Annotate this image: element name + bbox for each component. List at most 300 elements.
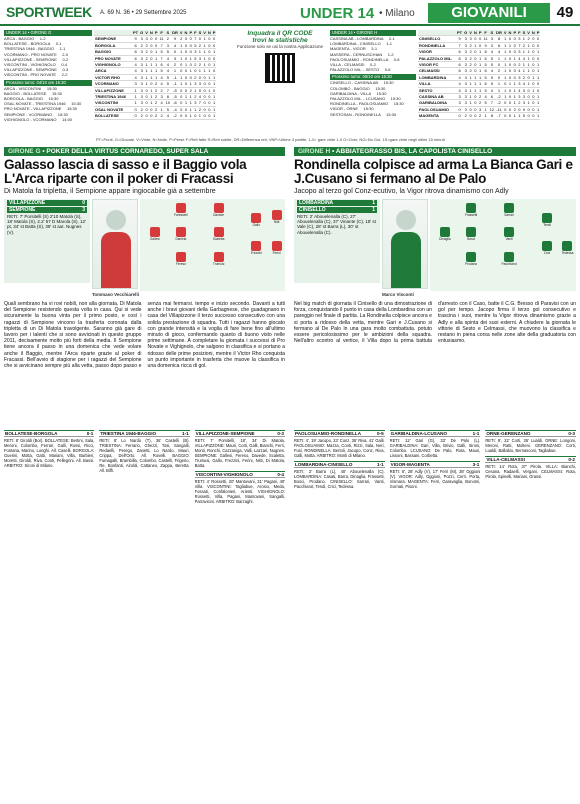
stat-cell: 3 xyxy=(464,106,467,112)
match-teams: GARIBALDINA-LCUSANO xyxy=(390,431,448,436)
stat-cell: 7 xyxy=(165,87,171,93)
stat-cell: 1 xyxy=(527,81,530,87)
table-row xyxy=(94,81,216,87)
stat-cell: 0 xyxy=(532,62,535,68)
match-score: 0-4 xyxy=(277,472,284,477)
stat-cell: 2 xyxy=(518,100,521,106)
match-score: 0-3 xyxy=(568,431,575,436)
match-report-header xyxy=(390,430,481,437)
match-score: 3-1 xyxy=(472,462,480,467)
stat-cell: 1 xyxy=(189,100,192,106)
stat-cell: 0 xyxy=(527,94,530,100)
stat-cell: 0 xyxy=(184,87,188,93)
stat-cell: 1 xyxy=(150,68,153,74)
stat-cell: 2 xyxy=(155,94,158,100)
stat-cell: -1 xyxy=(171,74,179,80)
stat-cell: 1 xyxy=(198,68,202,74)
stat-cell: 2 xyxy=(198,62,202,68)
match-report xyxy=(485,456,576,479)
girone-h-reports xyxy=(294,430,576,800)
stat-cell: 0 xyxy=(532,100,535,106)
stat-cell: 0 xyxy=(456,106,463,112)
stat-cell: 1 xyxy=(469,81,472,87)
match-teams: PAOLOSUAMIO-RONDINELLA xyxy=(295,431,362,436)
city-label: • Milano xyxy=(379,8,415,19)
table-header-cell: P xyxy=(212,30,216,35)
stat-cell: 2 xyxy=(140,42,143,48)
player-name: Pacchiarot xyxy=(501,261,517,266)
stat-cell: 4 xyxy=(522,55,526,61)
player-name: Dinaglia xyxy=(439,237,451,241)
stat-cell: 6 xyxy=(456,55,463,61)
stat-cell: 3 xyxy=(464,94,467,100)
stat-cell: 1 xyxy=(203,49,206,55)
shirt-icon xyxy=(251,241,261,251)
stat-cell: 3 xyxy=(160,94,163,100)
home-score-h: 1 xyxy=(372,200,375,206)
stat-cell: 2 xyxy=(171,62,179,68)
stat-cell: 3 xyxy=(198,55,202,61)
stat-cell: 0 xyxy=(203,74,206,80)
girone-h-band xyxy=(294,147,576,156)
team-name: SEMPIONE xyxy=(94,36,132,42)
stat-cell: 1 xyxy=(504,36,507,42)
stat-cell: 2 xyxy=(145,55,148,61)
stat-cell: 0 xyxy=(474,49,477,55)
stat-cell: 1 xyxy=(532,74,535,80)
match-report-text: RETI: 3' Barra (L), 40' Abouelenalla (C). LOMBARDINA: Casati, Barra, Dinaglia, Frassetti, Bosci, Prodano. CINISELLO: Sarrari, Vanti, Pacchiarot, Tendi, Crici, Tedessa. xyxy=(294,469,385,489)
stat-cell: 7 xyxy=(160,42,163,48)
stat-cell: 0 xyxy=(532,68,535,74)
lineup-player xyxy=(462,203,480,223)
stat-cell: 1 xyxy=(518,113,521,119)
stat-cell: 0 xyxy=(537,81,540,87)
player-name: Fereso xyxy=(175,261,186,266)
stat-cell: 0 xyxy=(150,81,153,87)
stat-cell: -2 xyxy=(171,113,179,119)
stat-cell: 0 xyxy=(213,42,216,48)
table-row xyxy=(418,94,540,100)
newspaper-logo: SPORTWEEK xyxy=(6,4,92,20)
stat-cell: 5 xyxy=(522,113,526,119)
stat-cell: 1 xyxy=(194,106,197,112)
stat-cell: 0 xyxy=(145,87,148,93)
qr-title: Inquadra il QR CODE xyxy=(247,30,313,37)
match-teams: BOLLATESE-BORGOLA xyxy=(5,431,58,436)
lineup-player xyxy=(146,227,164,247)
stat-cell: 0 xyxy=(213,87,216,93)
table-header-cell: V xyxy=(503,30,507,35)
qr-code-icon[interactable] xyxy=(265,53,295,83)
match-report-text: RETI: 7' Porsitelli, 18', 34' Di Matola. VILLAPIZZONE: Mauri, Corti, Galli, Bianchi, Ferri, Monti, Ronchi, Cazzaniga, Valli, Lazzari, Nugnes. SEMPIONE: Gallesi, Fereso, Davede, Scaletta, Trumusi, Gallo, Frezzini, Ferini, Nitti, Di Matola, Batta. xyxy=(194,438,285,468)
stat-cell: 0 xyxy=(184,81,188,87)
match-report xyxy=(390,461,481,489)
stat-cell: 1 xyxy=(537,74,540,80)
table-row xyxy=(94,87,216,93)
match-report-header xyxy=(485,456,576,463)
lineup-player xyxy=(558,241,576,261)
stat-cell: 1 xyxy=(495,81,503,87)
stat-cell: 3 xyxy=(194,81,197,87)
lineup-player xyxy=(210,227,228,247)
stat-cell: 5 xyxy=(160,49,163,55)
stat-cell: 1 xyxy=(513,55,516,61)
stat-cell: 1 xyxy=(180,42,183,48)
stat-cell: 4 xyxy=(456,74,463,80)
shirt-icon xyxy=(272,210,282,220)
table-header-cell: F xyxy=(194,30,197,35)
shirt-icon xyxy=(466,252,476,262)
scorers: RETI: 7' Porsitelli (S) 2'10 Matola (S), 18' Matola (S), 2.2' 57 D Marola (S), 12' pt, 34' st Batta (S), 39' st aut. Nugnes (V). xyxy=(7,214,86,235)
stat-cell: 8 xyxy=(484,49,487,55)
stat-cell: 3 xyxy=(140,62,143,68)
lineup-player xyxy=(210,252,228,272)
table-row xyxy=(418,113,540,119)
stat-cell: 3 xyxy=(140,81,143,87)
home-team-h: LOMBARDINA xyxy=(299,200,334,206)
table-row xyxy=(418,36,540,42)
team-name: CASSINA AB xyxy=(418,94,456,100)
stat-cell: 3 xyxy=(171,55,179,61)
stat-cell: 0 xyxy=(508,100,512,106)
stat-cell: 1 xyxy=(469,100,472,106)
next-round-list-h: CINISELLO - CASSINA AB 15:30 COLOMBO - BAGGIO 15:30 GARIBALDINA - VILLA 15:30 PALAZZOLO MIL. - LCUSANO 15:30 RONDINELLA - PAOLOSUAMIO 15:30 VIGOR - ORNE 15:30 SESTOSAN - RONDINELLA 15:30 xyxy=(330,80,404,117)
stat-cell: 0 xyxy=(532,36,535,42)
match-report xyxy=(195,471,285,504)
standings-girone-h xyxy=(418,30,576,135)
stat-cell: 1 xyxy=(513,94,516,100)
stat-cell: 1 xyxy=(184,62,188,68)
stat-cell: -5 xyxy=(171,94,179,100)
player-name: Frassetti xyxy=(464,212,478,217)
stat-cell: 8 xyxy=(495,36,503,42)
stat-cell: 3 xyxy=(464,68,467,74)
match-score: 0-3 xyxy=(277,431,284,436)
stat-cell: 0 xyxy=(537,87,540,93)
stat-cell: -11 xyxy=(496,106,502,112)
stat-cell: 1 xyxy=(145,62,148,68)
match-teams: VILLA-CELMASSI xyxy=(486,457,525,462)
player-name: Crici xyxy=(543,251,551,255)
team-name: VIGOR FC xyxy=(418,62,456,68)
team-name: VIGOR xyxy=(418,49,456,55)
player-name: Nitti xyxy=(273,219,280,224)
stat-cell: 3 xyxy=(140,55,143,61)
stat-cell: 3 xyxy=(464,55,467,61)
stat-cell: 1 xyxy=(150,94,153,100)
player-name: Tedessa xyxy=(561,251,574,255)
lineup-player xyxy=(247,241,265,261)
stat-cell: 3 xyxy=(165,42,171,48)
stat-cell: 0 xyxy=(456,113,463,119)
stat-cell: 3 xyxy=(198,81,202,87)
team-name: VILLAPIZZONE xyxy=(94,87,132,93)
table-header-cell: N xyxy=(508,30,512,35)
stat-cell: 0 xyxy=(194,113,197,119)
stat-cell: 0 xyxy=(208,55,211,61)
stat-cell: 1 xyxy=(155,55,158,61)
shirt-icon xyxy=(504,227,514,237)
stat-cell: 4 xyxy=(165,55,171,61)
lineup-player xyxy=(462,252,480,272)
table-row xyxy=(418,74,540,80)
match-score: 0-2 xyxy=(568,457,575,462)
stat-cell: 0 xyxy=(208,49,211,55)
stat-cell: -7 xyxy=(495,113,503,119)
table-header-cell: S xyxy=(198,30,202,35)
stat-cell: 2 xyxy=(180,36,183,42)
away-score-h: 1 xyxy=(372,207,375,213)
table-row xyxy=(94,94,216,100)
girone-g-subheadline: Di Matola fa tripletta, il Sempione appare ingiocabile già a settembre xyxy=(4,188,216,195)
stat-cell: 1 xyxy=(479,55,482,61)
stat-cell: 0 xyxy=(150,49,153,55)
stat-cell: 0 xyxy=(145,113,148,119)
standings-table xyxy=(94,30,216,120)
stat-cell: 0 xyxy=(532,106,535,112)
stat-cell: 1 xyxy=(180,49,183,55)
stat-cell: -2 xyxy=(495,100,503,106)
lineup-player xyxy=(436,227,454,247)
stat-cell: 4 xyxy=(165,68,171,74)
stat-cell: 0 xyxy=(132,106,139,112)
stat-cell: 0 xyxy=(495,74,503,80)
stat-cell: 0 xyxy=(208,42,211,48)
stat-cell: 0 xyxy=(508,36,512,42)
stat-cell: 0 xyxy=(518,106,521,112)
lineup-player xyxy=(268,241,286,261)
table-row xyxy=(94,55,216,61)
stat-cell: 0 xyxy=(208,94,211,100)
stat-cell: 3 xyxy=(518,49,521,55)
stat-cell: 1 xyxy=(513,100,516,106)
girone-h-tag: GIRONE H xyxy=(298,148,331,155)
stat-cell: 5 xyxy=(489,74,495,80)
stat-cell: 1 xyxy=(527,100,530,106)
stat-cell: 0 xyxy=(527,113,530,119)
stat-cell: 7 xyxy=(518,42,521,48)
stat-cell: 4 xyxy=(171,42,179,48)
stat-cell: 0 xyxy=(532,42,535,48)
stat-cell: 5 xyxy=(484,100,487,106)
home-team: VILLAPIZZONE xyxy=(9,200,46,206)
match-report-text: RETI: 4', 19' Jacopo, 23' Conz, 36' Riva, 41' Galli. PAOLOSUAMIO: Mazza, Conti, Rizzi, Sala, Neri, Fusi. RONDINELLA: Bertoli, Jacopo, Conz, Riva, Galli, Motta. ARBITRO: Monti di Milano. xyxy=(294,438,385,458)
table-header-cell: V xyxy=(469,30,472,35)
stat-cell: 1 xyxy=(203,55,206,61)
stat-cell: 2 xyxy=(145,42,148,48)
fixtures-results: ARCA - BAGGIO 1-2 BOLLATESE - BORGOLA 0-1 TRIESTINA 1946 - BAGGIO 1-1 VCORMANO - PRO NOVATE 2-0 VILLAPIZZONE - SEMPIONE 0-2 VISCONTINI - VIGHIGNOLO 0-4 VILLAPIZZONE - SEMPIONE 0-3 VISCONTINI - PRO NOVATE 2-2 xyxy=(4,36,69,78)
stat-cell: 1 xyxy=(504,68,507,74)
stat-cell: 1 xyxy=(180,74,183,80)
shirt-icon xyxy=(440,227,450,237)
stat-cell: 0 xyxy=(198,36,202,42)
stat-cell: 1 xyxy=(469,94,472,100)
stat-cell: 0 xyxy=(180,68,183,74)
photo-caption-h: Marco Visconti xyxy=(382,292,414,297)
stat-cell: 1 xyxy=(145,68,148,74)
stat-cell: 0 xyxy=(474,36,477,42)
stat-cell: 3 xyxy=(140,94,143,100)
stat-cell: 0 xyxy=(213,36,216,42)
stat-cell: 4 xyxy=(489,49,495,55)
stat-cell: 2 xyxy=(469,68,472,74)
stat-cell: 1 xyxy=(479,49,482,55)
stat-cell: 0 xyxy=(180,87,183,93)
stat-cell: 2 xyxy=(140,113,143,119)
stat-cell: 1 xyxy=(145,81,148,87)
stat-cell: 3 xyxy=(518,94,521,100)
shirt-icon xyxy=(176,227,186,237)
team-name: VIGHIGNOLO xyxy=(94,62,132,68)
stat-cell: 1 xyxy=(474,81,477,87)
stat-cell: 11 xyxy=(159,36,164,42)
stat-cell: 1 xyxy=(504,74,507,80)
stat-cell: 5 xyxy=(484,62,487,68)
stat-cell: 1 xyxy=(189,106,192,112)
standings-legend: PT=Punti, G=Giocate, V=Vinte, N=Nulle, P=Perse F=Reti fatte S=Reti subite, DR=Differenza reti, VNP=Ultime 3 partite, 1-0= gare vinte 1-0 O=Over, NG=No Gol, 1S=gare vinte negli ultimi 15 minuti xyxy=(96,137,445,142)
player-name: Gallesi xyxy=(149,237,160,241)
stat-cell: 3 xyxy=(464,42,467,48)
stat-cell: 0 xyxy=(155,36,158,42)
table-row xyxy=(94,113,216,119)
stat-cell: 2 xyxy=(469,62,472,68)
stat-cell: 0 xyxy=(474,68,477,74)
stat-cell: 1 xyxy=(213,74,216,80)
stat-cell: 0 xyxy=(180,62,183,68)
stat-cell: 2 xyxy=(495,68,503,74)
shirt-icon xyxy=(176,252,186,262)
stat-cell: 0 xyxy=(208,36,211,42)
table-row xyxy=(94,106,216,112)
stat-cell: 6 xyxy=(484,68,487,74)
team-name: VILLA xyxy=(418,81,456,87)
stat-cell: 1 xyxy=(513,113,516,119)
table-row xyxy=(94,62,216,68)
team-name: VISCONTINI xyxy=(94,100,132,106)
stat-cell: 1 xyxy=(189,81,192,87)
stat-cell: 0 xyxy=(474,94,477,100)
stat-cell: 2 xyxy=(155,106,158,112)
stat-cell: 7 xyxy=(489,100,495,106)
stat-cell: 9 xyxy=(132,36,139,42)
stat-cell: 1 xyxy=(184,94,188,100)
stat-cell: 2 xyxy=(165,36,171,42)
stat-cell: 1 xyxy=(198,49,202,55)
stat-cell: 6 xyxy=(132,49,139,55)
match-report xyxy=(485,430,576,453)
stat-cell: 2 xyxy=(469,55,472,61)
stat-cell: 1 xyxy=(504,49,507,55)
table-header-cell: DR xyxy=(496,30,502,35)
table-header-cell: P xyxy=(536,30,540,35)
stat-cell: 1 xyxy=(184,100,188,106)
stat-cell: 0 xyxy=(184,49,188,55)
girone-g-tag: GIRONE G xyxy=(8,148,41,155)
qr-title-2: trovi le statistiche xyxy=(252,37,308,44)
stat-cell: 2 xyxy=(522,42,526,48)
stat-cell: 2 xyxy=(479,94,482,100)
stat-cell: 1 xyxy=(213,94,216,100)
shirt-icon xyxy=(542,213,552,223)
stat-cell: 5 xyxy=(194,55,197,61)
photo-caption-g: Tommaso Vecchiarelli xyxy=(92,292,139,297)
lineup-player xyxy=(268,210,286,230)
stat-cell: 1 xyxy=(213,81,216,87)
table-header-cell: V xyxy=(203,30,206,35)
home-score: 0 xyxy=(82,200,85,206)
stat-cell: 1 xyxy=(527,68,530,74)
stat-cell: 1 xyxy=(469,87,472,93)
match-report-header xyxy=(390,461,481,468)
stat-cell: 11 xyxy=(483,36,488,42)
player-name: Fareswell xyxy=(174,212,188,217)
stat-cell: 3 xyxy=(464,81,467,87)
shirt-icon xyxy=(251,213,261,223)
stat-cell: 6 xyxy=(160,62,163,68)
stat-cell: 4 xyxy=(132,74,139,80)
stat-cell: 1 xyxy=(537,68,540,74)
player-name: Trumusi xyxy=(212,261,225,266)
stat-cell: 1 xyxy=(479,74,482,80)
stat-cell: 2 xyxy=(527,36,530,42)
stat-cell: 0 xyxy=(189,36,192,42)
stat-cell: 5 xyxy=(489,81,495,87)
girone-g-headline: Galasso lascia di sasso e il Baggio vola L'Arca riparte con il poker di Fracassi xyxy=(4,157,247,186)
page-number: 49 xyxy=(556,4,574,21)
shirt-icon xyxy=(176,203,186,213)
player-name: Sarrari xyxy=(504,212,514,217)
stat-cell: 3 xyxy=(140,68,143,74)
team-name: BAGGIO xyxy=(94,49,132,55)
stat-cell: 6 xyxy=(495,42,503,48)
table-header-cell: DR xyxy=(172,30,178,35)
stat-cell: 1 xyxy=(513,87,516,93)
stat-cell: 2 xyxy=(513,106,516,112)
stat-cell: 1 xyxy=(479,68,482,74)
stat-cell: 0 xyxy=(184,106,188,112)
match-report-header xyxy=(485,430,576,437)
match-report-header xyxy=(294,430,385,437)
table-header-cell: V xyxy=(179,30,183,35)
stat-cell: 0 xyxy=(527,74,530,80)
stat-cell: 1 xyxy=(194,87,197,93)
stat-cell: 3 xyxy=(145,36,148,42)
stat-cell: 0 xyxy=(474,100,477,106)
stat-cell: 1 xyxy=(132,100,139,106)
stat-cell: 4 xyxy=(160,74,163,80)
match-teams: ORNE-GERENZANO xyxy=(486,431,531,436)
stat-cell: 1 xyxy=(208,74,211,80)
stat-cell: 2 xyxy=(469,42,472,48)
stat-cell: 6 xyxy=(489,94,495,100)
stat-cell: -4 xyxy=(171,106,179,112)
stat-cell: 2 xyxy=(140,106,143,112)
stat-cell: 1 xyxy=(537,113,540,119)
table-header-cell: P xyxy=(513,30,517,35)
stat-cell: 1 xyxy=(479,87,482,93)
stat-cell: 0 xyxy=(213,55,216,61)
stat-cell: 0 xyxy=(513,68,516,74)
stat-cell: 1 xyxy=(508,81,512,87)
stat-cell: 0 xyxy=(150,106,153,112)
girone-h-headline: Rondinella colpisce ad arma La Bianca Gari e J.Cusano si fermano al De Palo xyxy=(294,157,573,186)
table-header-cell: N xyxy=(531,30,535,35)
lineup-player xyxy=(500,227,518,247)
table-header-cell: N xyxy=(207,30,211,35)
stat-cell: 0 xyxy=(180,94,183,100)
stat-cell: 1 xyxy=(189,68,192,74)
stat-cell: 7 xyxy=(198,100,202,106)
